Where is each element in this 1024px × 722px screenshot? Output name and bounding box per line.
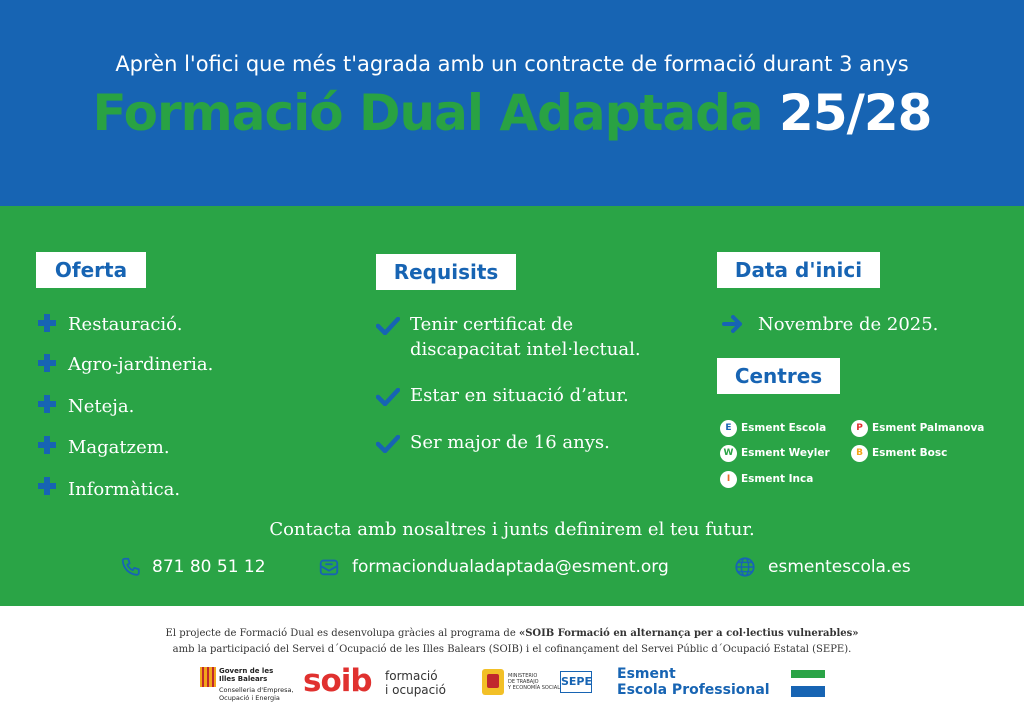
globe-icon <box>734 556 756 578</box>
requisit-item: Ser major de 16 anys. <box>410 432 610 453</box>
ministerio-logo <box>508 673 560 691</box>
requisit-line: discapacitat intel·lectual. <box>410 339 641 360</box>
footer-line-2: amb la participació del Servei d´Ocupació de les Illes Balears (SOIB) i el cofinançament del Servei Públic d´Ocupació Estatal (SEPE). <box>172 644 852 655</box>
plus-icon <box>38 354 56 372</box>
centre-letter-badge: I <box>720 471 737 488</box>
stripes-logo-mid <box>791 681 825 684</box>
oferta-heading: Oferta <box>36 252 146 288</box>
phone-icon <box>120 556 142 578</box>
centres-heading: Centres <box>717 358 840 394</box>
footer-program-name: «SOIB Formació en alternança per a col·lectius vulnerables» <box>518 628 859 639</box>
centre-item <box>851 444 947 462</box>
govern-logo-line: Govern de les <box>219 667 274 675</box>
centre-item <box>851 419 984 437</box>
govern-logo-sub <box>219 686 294 702</box>
centre-letter-badge: P <box>851 420 868 437</box>
title-years: 25/28 <box>779 84 932 142</box>
oferta-item: Neteja. <box>68 396 135 417</box>
govern-logo-line: Conselleria d'Empresa, <box>219 686 294 694</box>
soib-logo-sub <box>385 669 446 697</box>
contact-tagline: Contacta amb nosaltres i junts definirem el teu futur. <box>269 519 755 540</box>
email-icon <box>318 556 340 578</box>
soib-logo-line: formació <box>385 669 438 683</box>
data-inici-value: Novembre de 2025. <box>758 314 939 335</box>
header-title <box>0 84 1024 142</box>
contact-email[interactable]: formaciondualadaptada@esment.org <box>352 557 669 577</box>
contact-web[interactable]: esmentescola.es <box>768 557 911 577</box>
oferta-item: Informàtica. <box>68 479 181 500</box>
plus-icon <box>38 436 56 454</box>
stripes-logo-top <box>791 670 825 678</box>
soib-logo: soib <box>303 663 372 699</box>
requisit-line: Tenir certificat de <box>410 314 574 335</box>
footer-line-1 <box>0 628 1024 639</box>
esment-logo-line: Escola Professional <box>617 682 770 698</box>
govern-logo-line: Illes Balears <box>219 675 268 683</box>
centre-letter-badge: W <box>720 445 737 462</box>
centre-letter-badge: E <box>720 420 737 437</box>
govern-logo <box>219 667 273 683</box>
check-icon <box>376 388 400 406</box>
check-icon <box>376 317 400 335</box>
sepe-logo: SEPE <box>560 671 592 693</box>
stripes-logo-bottom <box>791 686 825 697</box>
title-main: Formació Dual Adaptada <box>92 84 763 142</box>
oferta-item: Magatzem. <box>68 437 170 458</box>
govern-logo-line: Ocupació i Energia <box>219 694 280 702</box>
centre-name: Esment Escola <box>741 422 827 434</box>
check-icon <box>376 435 400 453</box>
ministerio-logo-line: Y ECONOMÍA SOCIAL <box>508 685 560 691</box>
centre-item <box>720 470 813 488</box>
centre-item <box>720 444 830 462</box>
oferta-item: Agro-jardineria. <box>68 354 214 375</box>
centre-name: Esment Weyler <box>741 447 830 459</box>
centre-name: Esment Bosc <box>872 447 948 459</box>
plus-icon <box>38 395 56 413</box>
ministerio-logo-line: DE TRABAJO <box>508 679 539 685</box>
centre-name: Esment Palmanova <box>872 422 985 434</box>
oferta-item: Restauració. <box>68 314 183 335</box>
esment-logo-line: Esment <box>617 666 676 682</box>
esment-logo <box>617 666 770 698</box>
requisit-item <box>410 312 641 362</box>
centre-name: Esment Inca <box>741 473 814 485</box>
plus-icon <box>38 314 56 332</box>
arrow-right-icon <box>722 315 744 333</box>
govern-crest-icon <box>200 667 216 687</box>
requisits-heading: Requisits <box>376 254 516 290</box>
centre-item <box>720 419 826 437</box>
plus-icon <box>38 477 56 495</box>
data-inici-heading: Data d'inici <box>717 252 880 288</box>
contact-phone[interactable]: 871 80 51 12 <box>152 557 266 577</box>
spain-crest-icon <box>482 669 504 695</box>
footer-line-1-text: El projecte de Formació Dual es desenvolupa gràcies al programa de <box>165 628 519 639</box>
ministerio-logo-line: MINISTERIO <box>508 673 538 679</box>
soib-logo-line: i ocupació <box>385 683 446 697</box>
requisit-item: Estar en situació d’atur. <box>410 385 629 406</box>
header-subtitle: Aprèn l'ofici que més t'agrada amb un contracte de formació durant 3 anys <box>115 52 909 76</box>
centre-letter-badge: B <box>851 445 868 462</box>
